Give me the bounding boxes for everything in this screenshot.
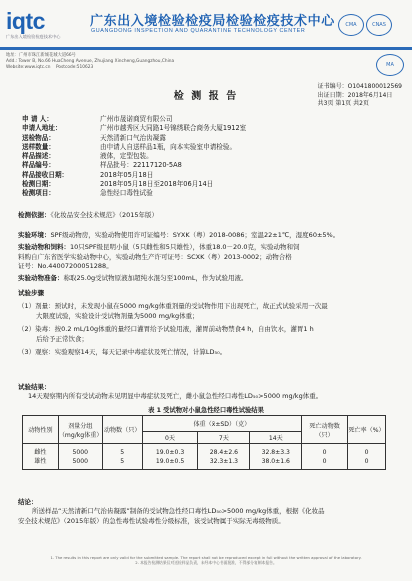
cma-cert-icon: CMA bbox=[338, 14, 364, 36]
table-row: 雌性 雄性 5000 5000 5 5 19.0±0.3 19.0±0.5 28.4±2.6 32.3±1.3 32.8±3.3 38.0±1.6 0 0 0 0 bbox=[23, 444, 386, 470]
test-basis: 检测依据：《化妆品安全技术规范》（2015年版） bbox=[18, 211, 159, 219]
iqtc-logo: iqtc bbox=[6, 8, 45, 34]
cnas-cert-icon: CNAS bbox=[366, 14, 392, 36]
report-info: 证书编号：O1041800012569 出证日期：2018年6月14日 共3页 第1页 共2页 bbox=[317, 83, 402, 107]
report-title: 检 测 报 告 bbox=[173, 91, 239, 102]
test-environment: 实验环境：SPF级动物房，实验动物使用许可证编号：SYXK（粤）2018-0086；室温22±1℃，湿度60±5%。 实验动物和饲料：10只SPF级昆明小鼠（5只雌性和5只雄性），体重18.0－20.0克，实验动物和饲 料购自广东省医学实验动物中心，实验动物生产许可证号：SCXK（粤）2013-0002；动物合格 证号：No.44007200051288。 实验动物准备：称取25.0g受试物原液加超纯水混匀至100mL，作为试验用液。 bbox=[18, 231, 340, 282]
org-title-cn: 广东出入境检验检疫局检验检疫技术中心 bbox=[90, 14, 335, 29]
th-w7: 7天 bbox=[198, 432, 250, 444]
conclusion: 结论： 所送样品“天然清新口气治齿凝露”制备的受试物急性经口毒性LD₅₀>5000 mg/kg体重，根据《化妆品 安全技术规范》（2015年版）的急性毒性试验毒性分级标准，该受试物属于实际无毒级物质。 bbox=[18, 498, 325, 525]
test-method: 试验步骤 （1）剂量：预试时，未发现小鼠在5000 mg/kg体重剂量的受试物作用下出现死亡，故正式试验采用一次最 大限度试验，实验设计受试物剂量为5000 mg/kg体重； （2）染毒：按0.2 mL/10g体重的量经口灌胃给予试验用液，灌胃前动物禁食4 h，自由饮水，灌胃1 h 后给予正常饮食； （3）观察：实验观察14天，每天记录中毒症状及死亡情况，计算LD₅₀。 bbox=[18, 289, 328, 357]
ma-cert-icon: MA bbox=[376, 54, 404, 76]
logo-subtitle: 广东出入境检验检疫技术中心 bbox=[6, 34, 61, 39]
th-w14: 14天 bbox=[250, 432, 302, 444]
th-weight: 体重（x̄±SD）（克） bbox=[142, 416, 302, 432]
th-deaths: 死亡动物数（只） bbox=[302, 416, 348, 444]
th-w0: 0天 bbox=[142, 432, 198, 444]
th-dose: 剂量分组（mg/kg体重） bbox=[58, 416, 102, 444]
report-fields: 申 请 人： 广州市晟诺商贸有限公司 申请人地址： 广州市越秀区大同路1号锦绣联合商务大厦1912室 送检物品： 天然清新口气治齿凝露 送样数量： 由申请人自送样品1瓶，向本实验室申请检验。 样品描述： 液体，定型包装。 样品编号： 样品批号：22117120-5A8 样品接收日期： 2018年05月18日 检测日期： 2018年05月18日至2018年06月14日 检测项目： 急性经口毒性试验 bbox=[22, 115, 247, 198]
org-title-en: GUANGDONG INSPECTION AND QUARANTINE TECHNOLOGY CENTER bbox=[91, 28, 306, 34]
th-sex: 动物性别 bbox=[23, 416, 59, 444]
footer-notes: 1. The results in this report are only valid for the submitted sample. The report shall not be reproduced except in full without the written approval of the laboratory. 2. 本报告检测结果仅对送检样品负责，未经本中心书面批准，不得部分复制本报告。 bbox=[50, 555, 362, 565]
th-count: 动物数（只） bbox=[102, 416, 142, 444]
toxicity-table bbox=[22, 415, 386, 470]
header-address: 地址：广州市珠江新城花城大道66号 Add.: Tower B, No.66 HuaCheng Avenue, Zhujiang Xincheng,Guangzhou,China Website:www.iqtc.cn Postcode:510623 bbox=[6, 53, 175, 71]
table-title: 表 1 受试物对小鼠急性经口毒性试验结果 bbox=[148, 407, 264, 414]
header-divider bbox=[0, 47, 412, 50]
th-mortality: 死亡率（%） bbox=[348, 416, 386, 444]
test-result: 试验结果： 14天观察期内所有受试动物未见明显中毒症状及死亡，雌小鼠急性经口毒性LD₅₀>5000 mg/kg体重。 bbox=[18, 383, 323, 401]
